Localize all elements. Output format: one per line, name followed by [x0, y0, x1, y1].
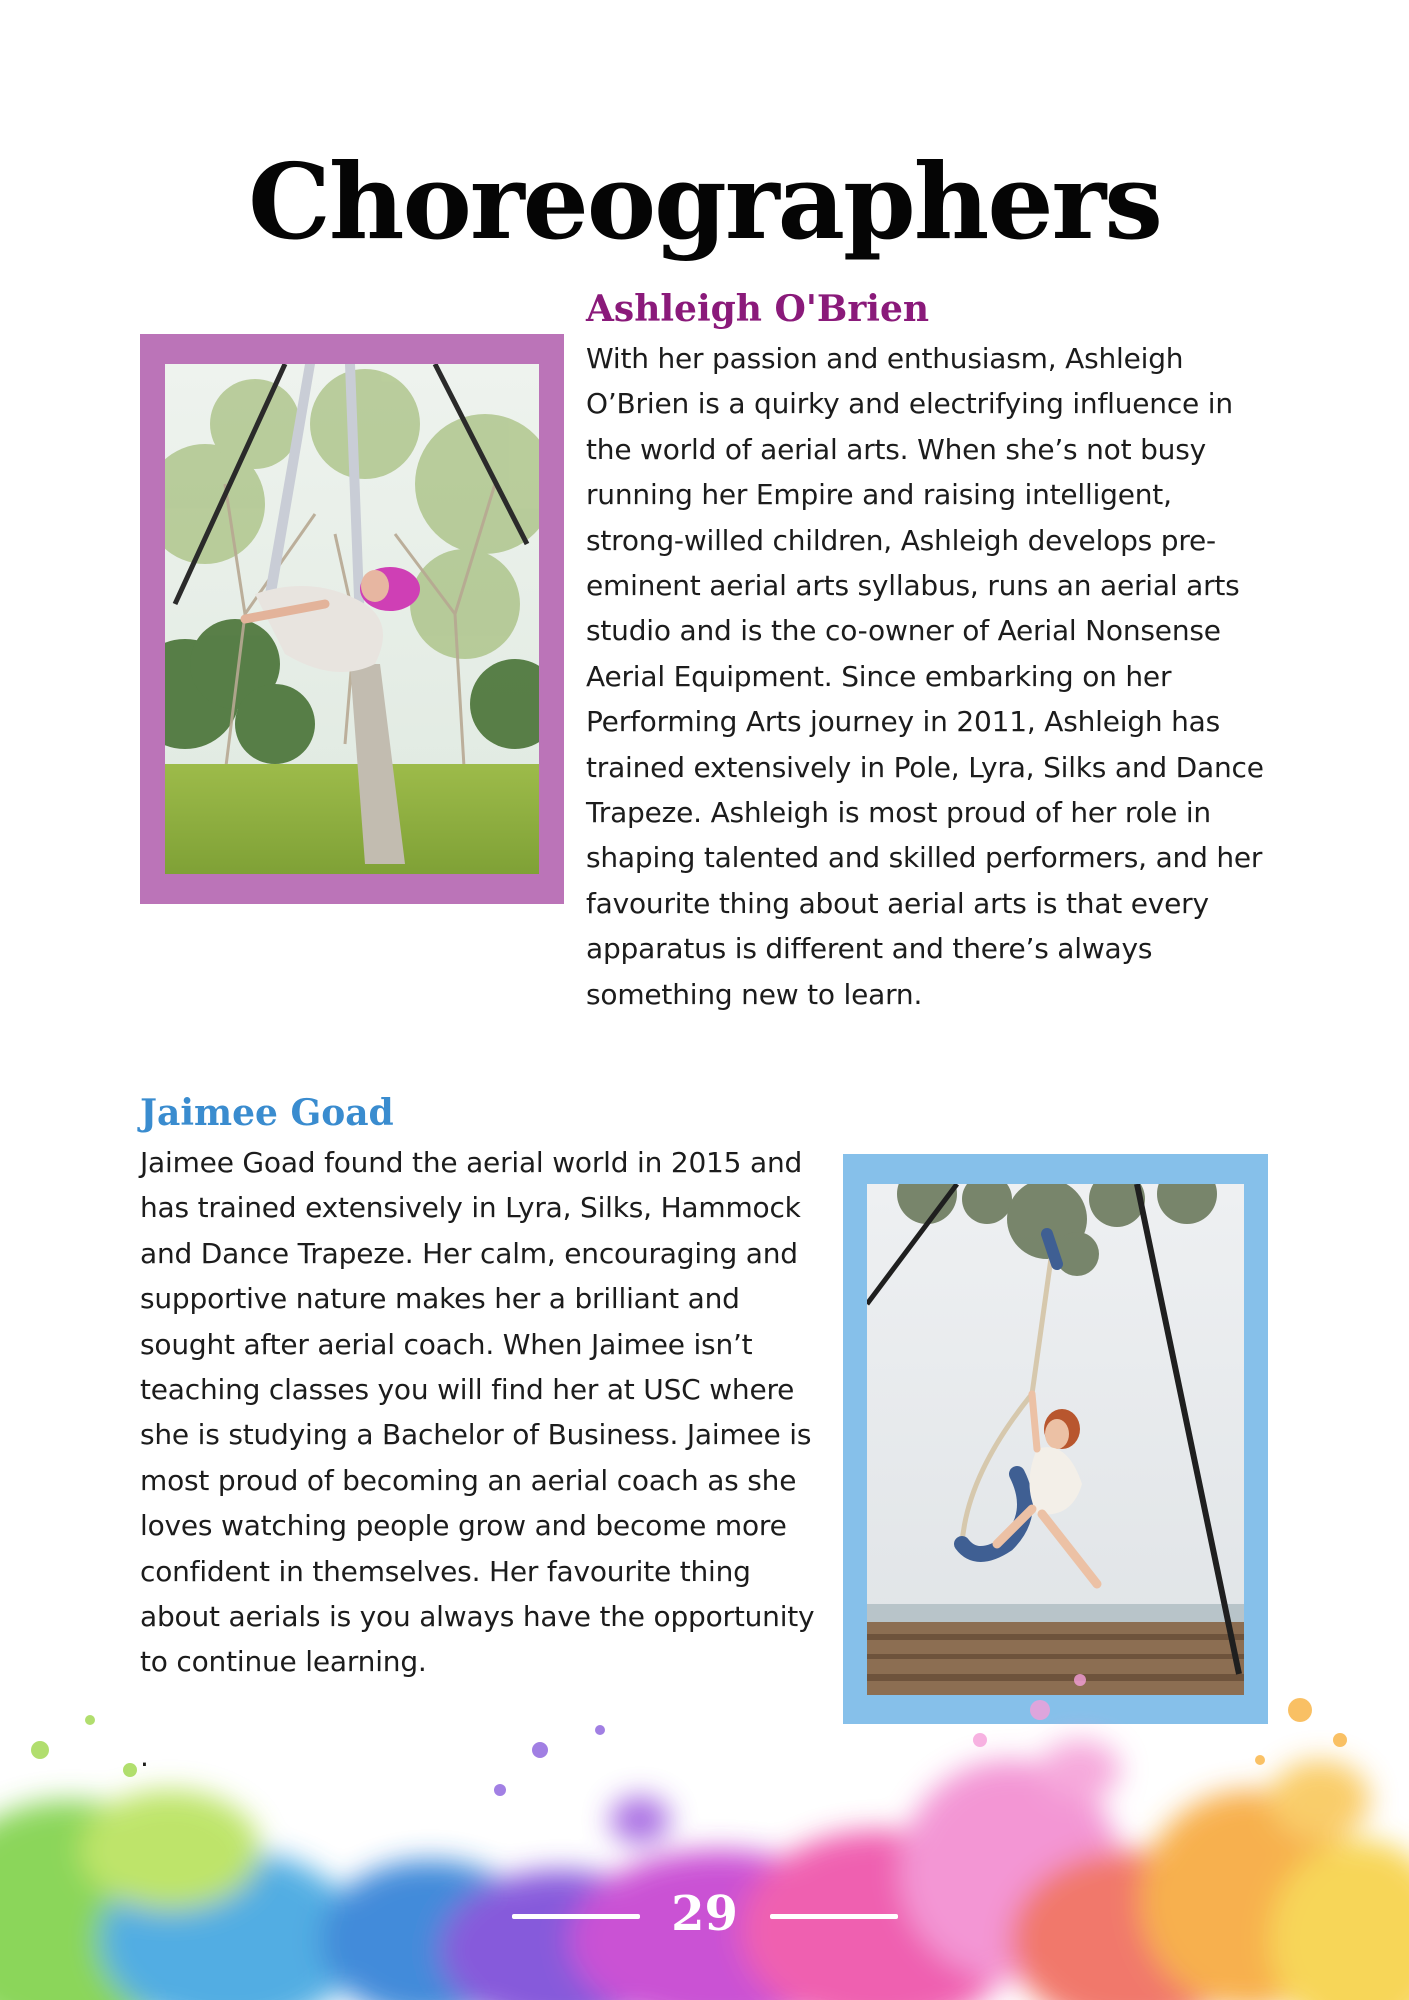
profile-bio-ashleigh: With her passion and enthusiasm, Ashleigh O’Brien is a quirky and electrifying influence in the world of aerial arts. When she’s not busy running her Empire and raising intelligent, strong-willed children, Ashleigh develops pre-eminent aerial arts syllabus, runs an aerial arts studio and is the co-owner of Aerial Nonsense Aerial Equipment. Since embarking on her Performing Arts journey in 2011, Ashleigh has trained extensively in Pole, Lyra, Silks and Dance Trapeze. Ashleigh is most proud of her role in shaping talented and skilled performers, and her favourite thing about aerial arts is that every apparatus is different and there’s always something new to learn. [586, 342, 1264, 1011]
ashleigh-photo-frame [140, 334, 564, 904]
jaimee-aerial-hoop-photo [867, 1184, 1244, 1695]
trailing-mark: . [140, 1740, 149, 1773]
jaimee-photo-illustration [867, 1184, 1244, 1695]
page-title: Choreographers [248, 140, 1161, 263]
profile-name-ashleigh: Ashleigh O'Brien [586, 288, 930, 330]
page-number: 29 [671, 1886, 738, 1942]
profile-name-jaimee: Jaimee Goad [140, 1092, 394, 1134]
paint-splash-decoration [0, 1620, 1409, 2000]
profile-bio-jaimee: Jaimee Goad found the aerial world in 2015 and has trained extensively in Lyra, Silks, Hammock and Dance Trapeze. Her calm, encouraging and supportive nature makes her a brilliant and sought after aerial coach. When Jaimee isn’t teaching classes you will find her at USC where she is studying a Bachelor of Business. Jaimee is most proud of becoming an aerial coach as she loves watching people grow and become more confident in themselves. Her favourite thing about aerials is you always have the opportunity to continue learning. [140, 1146, 815, 1679]
ashleigh-photo-illustration [165, 364, 539, 874]
ashleigh-aerial-silks-photo [165, 364, 539, 874]
